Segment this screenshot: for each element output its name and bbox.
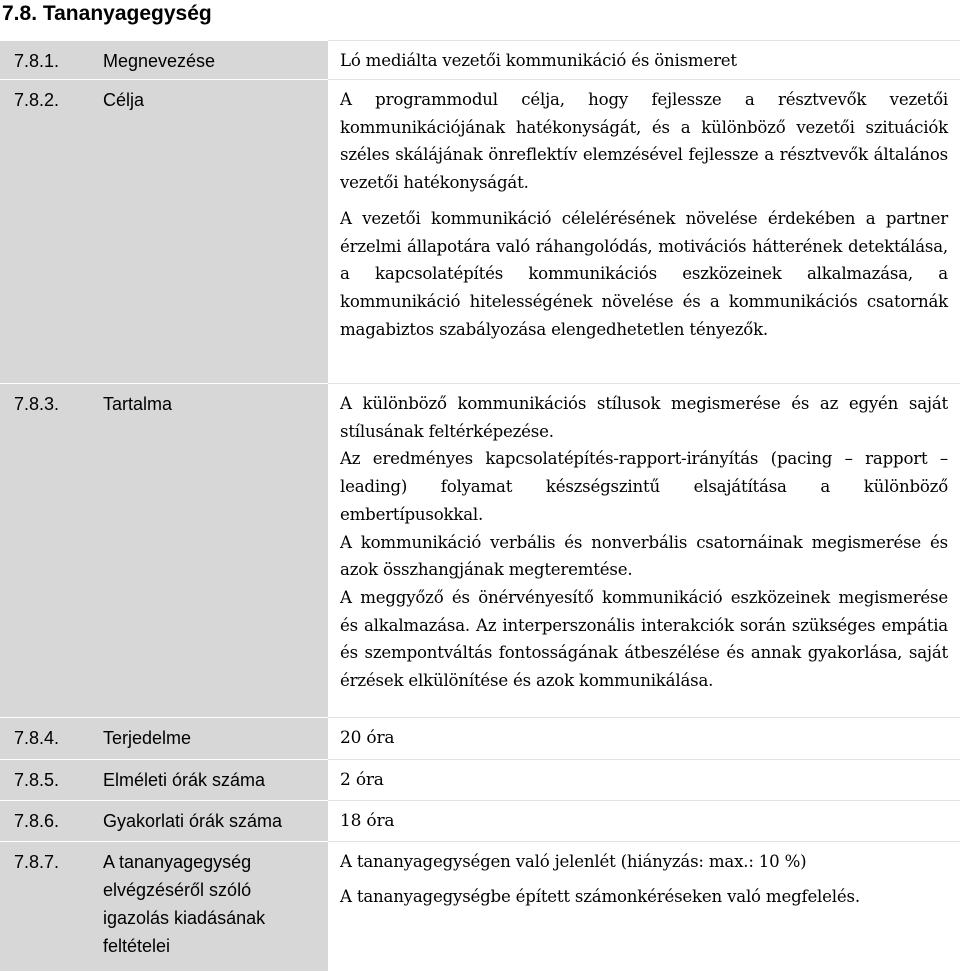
row-label: Tartalma — [88, 383, 328, 717]
row-value-duration — [328, 717, 960, 759]
row-label: Célja — [88, 79, 328, 383]
content-paragraph: A meggyőző és önérvényesítő kommunikáció eszközeinek megismerése és alkalmazása. Az interperszonális interakciók során szükséges empátia és szempontváltás fontosságának átbeszélése és annak gyakorlása, saját érzések elkülönítése és azok kommunikálása. — [340, 587, 948, 691]
row-number: 7.8.2. — [0, 79, 88, 383]
goal-paragraph: A vezetői kommunikáció célelérésének növelése érdekében a partner érzelmi állapotára való ráhangolódás, motivációs hátterének detektálása, a kapcsolatépítés kommunikációs eszközeinek alkalmazása, a kommunikáció hitelességének növelése és a kommunikációs csatornák magabiztos szabályozása elengedhetetlen tényezők. — [340, 208, 948, 339]
row-value-content — [328, 383, 960, 717]
duration-value: 20 óra — [340, 728, 395, 748]
conditions-list — [340, 848, 948, 910]
unit-name: Ló mediálta vezetői kommunikáció és önismeret — [340, 51, 737, 70]
row-number: 7.8.5. — [0, 759, 88, 800]
row-label: A tananyagegység elvégzéséről szóló igazolás kiadásának feltételei — [88, 841, 328, 971]
row-number: 7.8.1. — [0, 40, 88, 79]
row-label: Terjedelme — [88, 717, 328, 759]
section-heading: 7.8. Tananyagegység — [2, 2, 212, 25]
theory-hours-value: 2 óra — [340, 770, 384, 790]
goal-paragraph: A programmodul célja, hogy fejlessze a résztvevők vezetői kommunikációjának hatékonyságát, és a különböző vezetői szituációk széles skálájának önreflektív elemzésével fejlessze a résztvevők általános vezetői hatékonyságát. — [340, 90, 948, 193]
row-number: 7.8.6. — [0, 800, 88, 841]
row-label: Gyakorlati órák száma — [88, 800, 328, 841]
row-value-practice-hours — [328, 800, 960, 841]
row-number: 7.8.4. — [0, 717, 88, 759]
practice-hours-value: 18 óra — [340, 811, 395, 831]
condition-item: A tananyagegységbe épített számonkéréseken való megfelelés. — [340, 886, 860, 906]
content-paragraph: A különböző kommunikációs stílusok megismerése és az egyén saját stílusának feltérképezése. — [340, 394, 948, 441]
row-value-certificate-conditions — [328, 841, 960, 971]
row-value-theory-hours — [328, 759, 960, 800]
content-paragraph: Az eredményes kapcsolatépítés-rapport-irányítás (pacing – rapport – leading) folyamat készségszintű elsajátítása a különböző embertípusokkal. — [340, 449, 948, 524]
course-unit-table — [0, 40, 960, 971]
row-label: Megnevezése — [88, 40, 328, 79]
row-number: 7.8.7. — [0, 841, 88, 971]
row-value-goal — [328, 79, 960, 383]
condition-item: A tananyagegységen való jelenlét (hiányzás: max.: 10 %) — [340, 852, 807, 871]
row-value-name — [328, 40, 960, 79]
row-label: Elméleti órák száma — [88, 759, 328, 800]
row-number: 7.8.3. — [0, 383, 88, 717]
content-paragraph: A kommunikáció verbális és nonverbális csatornáinak megismerése és azok összhangjának megteremtése. — [340, 532, 948, 580]
